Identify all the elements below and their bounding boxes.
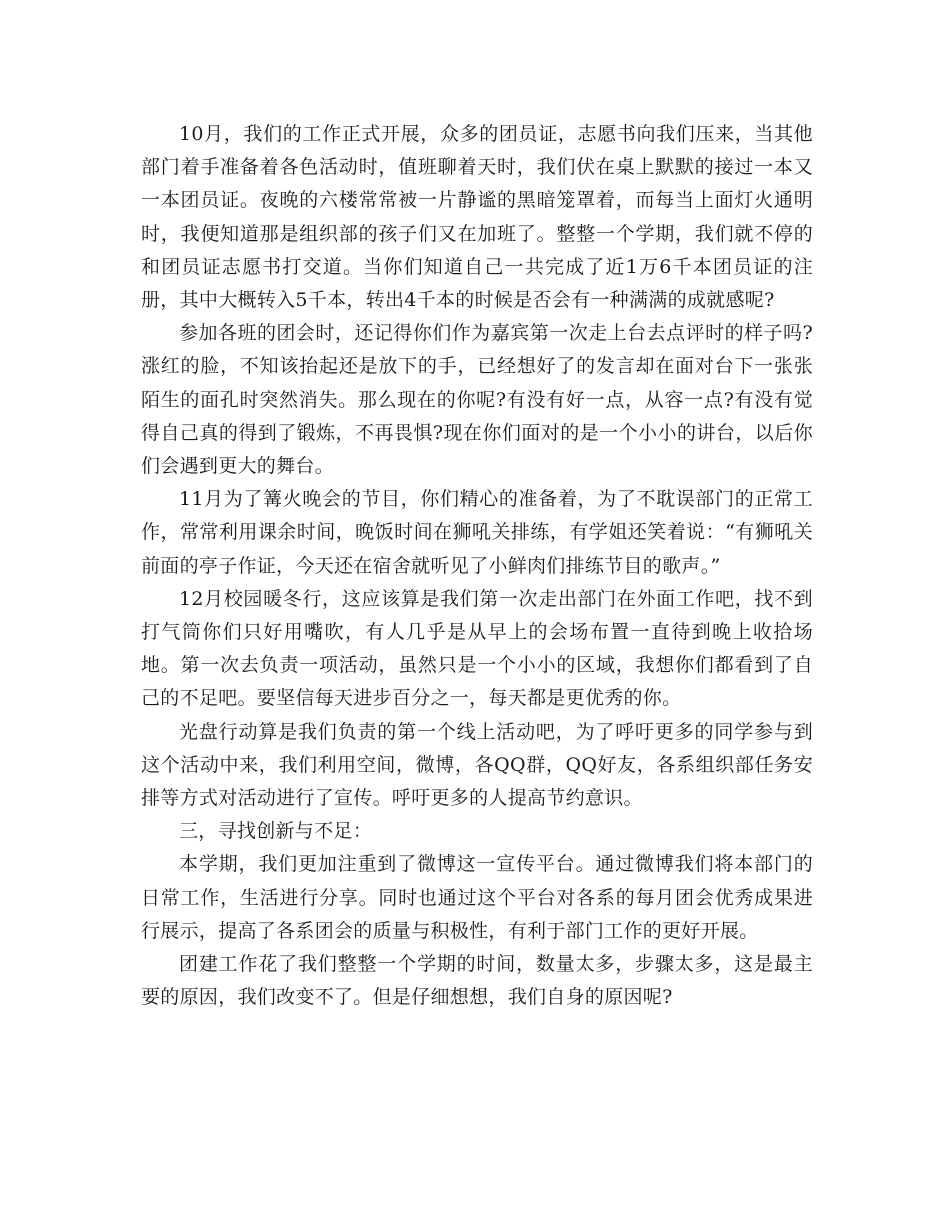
document-body: [141, 118, 813, 1014]
paragraph-december-winter: 12月校园暖冬行，这应该算是我们第一次走出部门在外面工作吧，找不到打气筒你们只好用嘴吹，有人几乎是从早上的会场布置一直待到晚上收拾场地。第一次去负责一项活动，虽然只是一个小小的区域，我想你们都看到了自己的不足吧。要坚信每天进步百分之一，每天都是更优秀的你。: [141, 587, 813, 710]
paragraph-october-work: 10月，我们的工作正式开展，众多的团员证，志愿书向我们压来，当其他部门着手准备着各色活动时，值班聊着天时，我们伏在桌上默默的接过一本又一本团员证。夜晚的六楼常常被一片静谧的黑暗笼罩着，而每当上面灯火通明时，我便知道那是组织部的孩子们又在加班了。整整一个学期，我们就不停的和团员证志愿书打交道。当你们知道自己一共完成了近1万6千本团员证的注册，其中大概转入5千本，转出4千本的时候是否会有一种满满的成就感呢?: [141, 123, 813, 312]
section-heading-innovation: 三，寻找创新与不足：: [179, 820, 373, 843]
paragraph-november-bonfire: 11月为了篝火晚会的节目，你们精心的准备着，为了不耽误部门的正常工作，常常利用课余时间，晚饭时间在狮吼关排练，有学姐还笑着说：“有狮吼关前面的亭子作证，今天还在宿舍就听见了小鲜肉们排练节目的歌声。”: [141, 488, 813, 577]
paragraph-clean-plate: 光盘行动算是我们负责的第一个线上活动吧，为了呼吁更多的同学参与到这个活动中来，我们利用空间，微博，各QQ群，QQ好友，各系组织部任务安排等方式对活动进行了宣传。呼吁更多的人提高节约意识。: [141, 720, 813, 810]
paragraph-class-meetings: 参加各班的团会时，还记得你们作为嘉宾第一次走上台去点评时的样子吗?涨红的脸，不知该抬起还是放下的手，已经想好了的发言却在面对台下一张张陌生的面孔时突然消失。那么现在的你呢?有没有好一点，从容一点?有没有觉得自己真的得到了锻炼，不再畏惧?现在你们面对的是一个小小的讲台，以后你们会遇到更大的舞台。: [141, 322, 813, 478]
paragraph-weibo: 本学期，我们更加注重到了微博这一宣传平台。通过微博我们将本部门的日常工作，生活进行分享。同时也通过这个平台对各系的每月团会优秀成果进行展示，提高了各系团会的质量与积极性，有利于部门工作的更好开展。: [141, 853, 813, 942]
paragraph-league-building: 团建工作花了我们整整一个学期的时间，数量太多，步骤太多，这是最主要的原因，我们改变不了。但是仔细想想，我们自身的原因呢?: [141, 953, 813, 1009]
